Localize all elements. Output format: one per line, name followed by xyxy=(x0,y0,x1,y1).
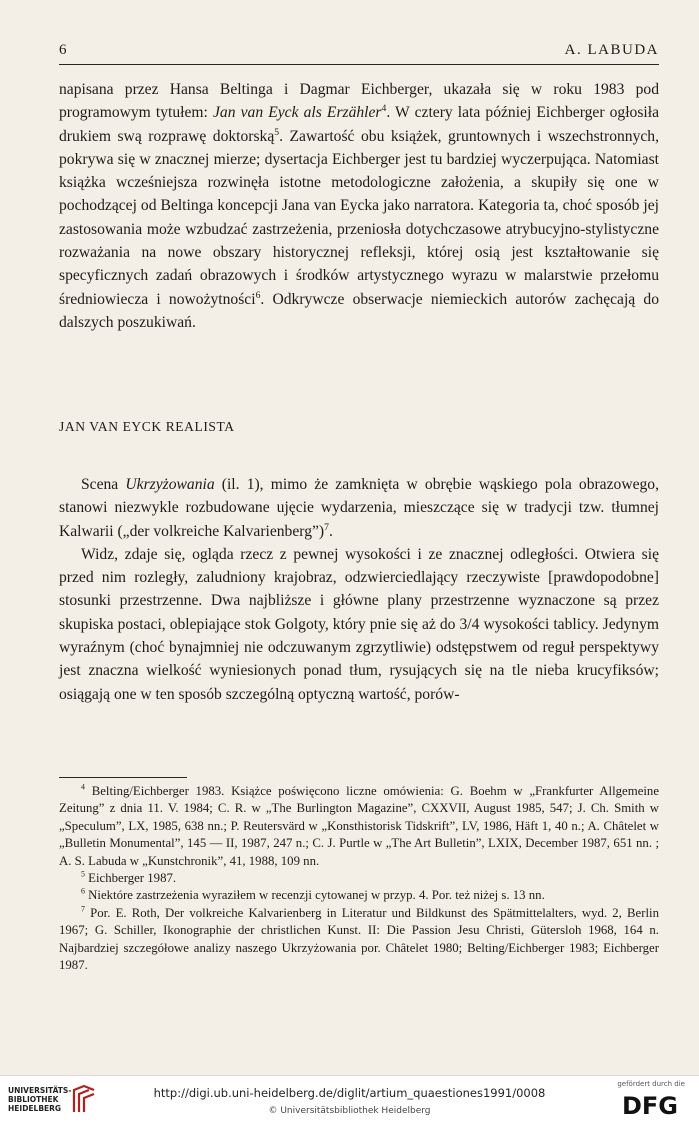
dfg-logo-icon[interactable] xyxy=(615,1092,685,1118)
text-run: . W cztery lata później Eichberger ogłosiła drukiem swą rozprawę doktorską xyxy=(59,104,659,145)
footnote-text: Niektóre zastrzeżenia wyraziłem w recenzji cytowanej w przyp. 4. Por. też niżej s. 13 nn. xyxy=(88,888,545,903)
text-run: napisana przez Hansa Beltinga i Dagmar Eichberger, ukazała się w roku 1983 pod programowym tytułem: xyxy=(59,81,659,122)
footnote-text: Belting/Eichberger 1983. Książce poświęcono liczne omówienia: G. Boehm w „Frankfurter Allgemeine Zeitung” z dnia 11. V. 1984; C. R. w „The Burlington Magazine”, CXXVII, August 1985, 547; J. Ch. Smith w „Speculum”, LX, 1985, 638 nn.; P. Reutersvärd w „Konsthistorisk Tidskrift”, LV, 1986, Häft 1, 40 n.; A. Châtelet w „Bulletin Monumental”, 145 — II, 1987, 247 n.; C. J. Purtle w „The Art Bulletin”, LXIX, December 1987, 651 nn. ; A. S. Labuda w „Kunstchronik”, 41, 1988, 109 nn. xyxy=(59,784,660,868)
dfg-logo-text: DFG xyxy=(621,1092,679,1118)
source-url-link[interactable]: http://digi.ub.uni-heidelberg.de/diglit/artium_quaestiones1991/0008 xyxy=(153,1086,546,1100)
footnote-number: 5 xyxy=(81,869,85,879)
book-title: Jan van Eyck als Erzähler xyxy=(213,104,382,122)
footnote-text: Por. E. Roth, Der volkreiche Kalvarienberg in Literatur und Bildkunst des Spätmittelalters, wyd. 2, Berlin 1967; G. Schiller, Ikonographie der christlichen Kunst. II: Die Passion Jesu Christi, Gütersloh 1968, 164 n. Najbardziej szczegółowe analizy naszego Ukrzyżowania por. Châtelet 1980; Belting/Eichberger 1983; Eichberger 1987. xyxy=(59,905,659,973)
footnote-ref[interactable]: 7 xyxy=(324,521,329,533)
footnote-6 xyxy=(59,887,659,904)
section-heading: JAN VAN EYCK REALISTA xyxy=(59,419,235,434)
text-run: . Odkrywcze obserwacje niemieckich autorów zachęcają do dalszych poszukiwań. xyxy=(59,290,660,331)
running-author: A. LABUDA xyxy=(564,42,659,58)
footnote-ref[interactable]: 5 xyxy=(274,126,280,138)
text-run: . xyxy=(328,522,333,540)
running-header xyxy=(59,40,659,65)
library-name-line: BIBLIOTHEK xyxy=(8,1095,59,1104)
funded-by-label: gefördert durch die xyxy=(617,1080,685,1088)
footnote-5 xyxy=(59,870,659,887)
text-run: (il. 1), mimo że zamknięta w obrębie wąskiego pola obrazowego, stanowi niezwykle rozbudowane ujęcie wydarzenia, mieszczące się w tradycji tzw. tłumnej Kalwarii („der volkreiche Kalvarienberg”) xyxy=(59,476,659,540)
artwork-title: Ukrzyżowania xyxy=(125,476,215,493)
footnote-7 xyxy=(59,905,659,975)
footnote-number: 7 xyxy=(81,904,85,914)
library-name-line: UNIVERSITÄTS- xyxy=(8,1086,72,1095)
footnote-number: 6 xyxy=(81,887,85,897)
body-paragraph-3: Widz, zdaje się, ogląda rzecz z pewnej wysokości i ze znacznej odległości. Otwiera się przed nim rozległy, zaludniony krajobraz, odzwierciedlający rzeczywiste [prawdopodobne] stosunki przestrzenne. Dwa najbliższe i główne plany przestrzenne wyznaczone są przez skupiska postaci, oblepiające stok Golgoty, który pnie się aż do 3/4 wysokości tablicy. Jedynym wyraźnym (choć bynajmniej nie odczuwanym zgrzytliwie) odstępstwem od reguł perspektywy jest znaczna wielkość wyniesionych ponad tłum, rysujących się na tle nieba krucyfiksów; osiągają one w ten sposób szczególną optyczną wartość, porów- xyxy=(59,545,659,703)
text-run: Scena xyxy=(81,476,126,493)
page-number: 6 xyxy=(59,42,67,58)
text-run: . Zawartość obu książek, gruntownych i wszechstronnych, pokrywa się w znacznej mierze; dysertacja Eichberger jest tu bardziej wyczerpująca. Natomiast książka wcześniejsza rozwinęła istotne metodologiczne założenia, a skupiły się one w pochodzącej od Beltinga koncepcji Jana van Eycka jako narratora. Kategoria ta, choć sposób jej zastosowania może wzbudzać zastrzeżenia, przeniosła dotychczasowe atrybucyjno-stylistyczne rozważania na nowe obszary historycznej refleksji, której osią jest kształtowanie się specyficznych zadań obrazowych i środków artystycznego wyrazu w malarstwie przełomu średniowiecza i nowożytności xyxy=(59,127,660,308)
footnote-text: Eichberger 1987. xyxy=(88,871,177,886)
footnote-divider xyxy=(59,777,187,778)
footnote-4 xyxy=(59,783,659,870)
body-paragraph-1 xyxy=(59,78,659,334)
digitization-footer xyxy=(0,1075,699,1132)
footnote-number: 4 xyxy=(81,782,85,792)
library-name-line: HEIDELBERG xyxy=(8,1104,62,1113)
footnote-ref[interactable]: 4 xyxy=(381,103,387,115)
footnotes xyxy=(59,783,659,974)
body-section-2 xyxy=(59,473,659,706)
body-paragraph-2 xyxy=(59,473,659,543)
footnote-ref[interactable]: 6 xyxy=(255,289,261,301)
copyright-notice: © Universitätsbibliothek Heidelberg xyxy=(268,1106,431,1116)
